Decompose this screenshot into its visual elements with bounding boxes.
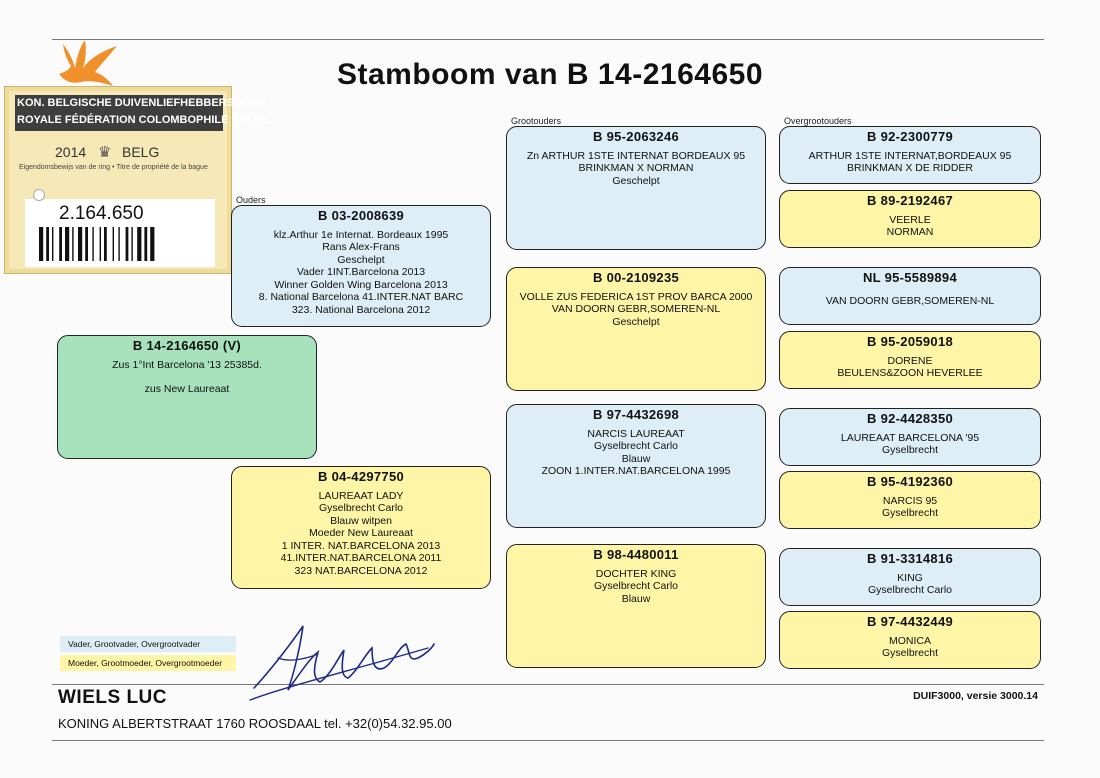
software-version: DUIF3000, versie 3000.14 bbox=[913, 690, 1038, 702]
great-grandparent-ring-number: B 92-2300779 bbox=[867, 129, 953, 144]
mother-line: LAUREAAT LADY bbox=[318, 489, 404, 502]
subject-line: Zus 1°Int Barcelona '13 25385d. bbox=[112, 358, 262, 371]
federation-name-nl: KON. BELGISCHE DUIVENLIEFHEBBERSBOND bbox=[17, 97, 267, 109]
federation-name-fr: ROYALE FÉDÉRATION COLOMBOPHILE BELGE bbox=[17, 114, 270, 126]
great-grandparent-line: VAN DOORN GEBR,SOMEREN-NL bbox=[825, 294, 995, 307]
great-grandparent-ring-number: B 97-4432449 bbox=[867, 614, 953, 629]
owner-address: KONING ALBERTSTRAAT 1760 ROOSDAAL tel. +32(0)54.32.95.00 bbox=[58, 716, 452, 731]
parents-label: Ouders bbox=[236, 195, 266, 205]
great-grandparent-line: BEULENS&ZOON HEVERLEE bbox=[837, 367, 983, 379]
barcode-icon bbox=[39, 227, 209, 261]
great-grandparent-line: VEERLE bbox=[889, 213, 931, 226]
grandparent-line: Gyselbrecht Carlo bbox=[593, 440, 679, 452]
great-grandparent-line: NORMAN bbox=[886, 226, 934, 238]
father-ring-number: B 03-2008639 bbox=[318, 208, 404, 223]
father-line: klz.Arthur 1e Internat. Bordeaux 1995 bbox=[273, 228, 449, 241]
grandfather-maternal-card[interactable] bbox=[506, 404, 766, 528]
page-title: Stamboom van B 14-2164650 bbox=[336, 58, 764, 91]
mother-ring-number: B 04-4297750 bbox=[318, 469, 404, 484]
mother-line: 41.INTER.NAT.BARCELONA 2011 bbox=[280, 552, 442, 564]
ring-federation-header bbox=[15, 95, 270, 131]
grandparent-line: Gyselbrecht Carlo bbox=[593, 580, 679, 592]
grandparent-line: ZOON 1.INTER.NAT.BARCELONA 1995 bbox=[541, 465, 731, 477]
subject-ring-number: B 14-2164650 (V) bbox=[132, 338, 242, 353]
legend-male: Vader, Grootvader, Overgrootvader bbox=[60, 636, 236, 652]
great-grandparent-line: MONICA bbox=[889, 634, 931, 647]
father-line: Winner Golden Wing Barcelona 2013 bbox=[274, 278, 448, 291]
great-grandmother-card[interactable] bbox=[779, 471, 1041, 529]
subject-line: zus New Laureaat bbox=[144, 383, 230, 395]
grandparent-line: DOCHTER KING bbox=[595, 567, 677, 580]
great-grandparents-label: Overgrootouders bbox=[784, 116, 852, 126]
ring-number: 2.164.650 bbox=[59, 203, 144, 224]
grandparent-line: Geschelpt bbox=[612, 315, 660, 328]
great-grandparent-ring-number: B 91-3314816 bbox=[867, 551, 953, 566]
bottom-rule bbox=[52, 740, 1044, 741]
grandfather-paternal-card[interactable] bbox=[506, 126, 766, 250]
grandparent-line: Geschelpt bbox=[612, 174, 660, 187]
owner-name: WIELS LUC bbox=[58, 687, 167, 708]
grandparent-line: Blauw bbox=[621, 592, 651, 605]
grandparent-ring-number: B 00-2109235 bbox=[593, 270, 679, 285]
grandparent-line: Blauw bbox=[621, 452, 651, 465]
crown-icon: ♛ bbox=[98, 144, 112, 161]
grandparent-line: VOLLE ZUS FEDERICA 1ST PROV BARCA 2000 bbox=[519, 290, 753, 303]
great-grandparent-ring-number: NL 95-5589894 bbox=[862, 270, 957, 285]
father-card[interactable] bbox=[231, 205, 491, 327]
footer-rule bbox=[52, 684, 1044, 685]
mother-line: Moeder New Laureaat bbox=[309, 527, 413, 539]
father-line: Geschelpt bbox=[337, 253, 385, 266]
father-line: Rans Alex-Frans bbox=[322, 241, 400, 253]
grandmother-paternal-card[interactable] bbox=[506, 267, 766, 391]
grandparent-line: NARCIS LAUREAAT bbox=[587, 427, 685, 440]
great-grandfather-card[interactable] bbox=[779, 548, 1041, 606]
mother-line: 1 INTER. NAT.BARCELONA 2013 bbox=[281, 539, 441, 552]
grandparent-ring-number: B 98-4480011 bbox=[593, 547, 679, 562]
handwritten-signature bbox=[248, 618, 438, 708]
grandparent-ring-number: B 95-2063246 bbox=[593, 129, 679, 144]
great-grandparent-ring-number: B 92-4428350 bbox=[867, 411, 953, 426]
ring-year: 2014 bbox=[55, 144, 87, 160]
grandparents-label: Grootouders bbox=[511, 116, 562, 126]
father-line: 8. National Barcelona 41.INTER.NAT BARC bbox=[258, 291, 464, 303]
great-grandparent-line: BRINKMAN X DE RIDDER bbox=[846, 162, 973, 174]
mother-card[interactable] bbox=[231, 466, 491, 589]
mother-line: Gyselbrecht Carlo bbox=[318, 502, 404, 514]
father-line: 323. National Barcelona 2012 bbox=[291, 303, 431, 316]
great-grandparent-line: Gyselbrecht bbox=[881, 647, 939, 659]
father-line: Vader 1INT.Barcelona 2013 bbox=[296, 266, 426, 278]
great-grandfather-card[interactable] bbox=[779, 126, 1041, 184]
great-grandparent-ring-number: B 89-2192467 bbox=[867, 193, 953, 208]
mother-line: Blauw witpen bbox=[330, 514, 392, 527]
great-grandparent-line: Gyselbrecht Carlo bbox=[867, 584, 953, 596]
legend-female: Moeder, Grootmoeder, Overgrootmoeder bbox=[60, 655, 236, 671]
great-grandparent-line: LAUREAAT BARCELONA '95 bbox=[840, 431, 980, 444]
great-grandfather-card[interactable] bbox=[779, 267, 1041, 325]
great-grandparent-ring-number: B 95-2059018 bbox=[867, 334, 953, 349]
subject-card[interactable] bbox=[57, 335, 317, 459]
great-grandfather-card[interactable] bbox=[779, 408, 1041, 466]
great-grandmother-card[interactable] bbox=[779, 190, 1041, 248]
dove-logo-icon bbox=[55, 38, 127, 90]
ring-subtitle: Eigendomsbewijs van de ring • Titre de propriété de la bague bbox=[19, 164, 208, 171]
great-grandparent-line: Gyselbrecht bbox=[881, 444, 939, 456]
grandparent-line: BRINKMAN X NORMAN bbox=[578, 162, 694, 174]
great-grandparent-line: KING bbox=[897, 571, 923, 584]
mother-line: 323 NAT.BARCELONA 2012 bbox=[294, 564, 428, 577]
great-grandparent-line: ARTHUR 1STE INTERNAT,BORDEAUX 95 bbox=[808, 149, 1012, 162]
ring-country: BELG bbox=[122, 144, 160, 160]
grandparent-line: Zn ARTHUR 1STE INTERNAT BORDEAUX 95 bbox=[526, 149, 746, 162]
great-grandmother-card[interactable] bbox=[779, 611, 1041, 669]
grandparent-line: VAN DOORN GEBR,SOMEREN-NL bbox=[551, 303, 721, 315]
great-grandmother-card[interactable] bbox=[779, 331, 1041, 389]
great-grandparent-line: NARCIS 95 bbox=[882, 494, 938, 507]
punch-hole bbox=[33, 189, 45, 201]
grandparent-ring-number: B 97-4432698 bbox=[593, 407, 679, 422]
great-grandparent-line: DORENE bbox=[887, 354, 933, 367]
great-grandparent-ring-number: B 95-4192360 bbox=[867, 474, 953, 489]
grandmother-maternal-card[interactable] bbox=[506, 544, 766, 668]
top-rule bbox=[52, 39, 1044, 40]
great-grandparent-line: Gyselbrecht bbox=[881, 507, 939, 519]
subject-line bbox=[58, 371, 316, 383]
